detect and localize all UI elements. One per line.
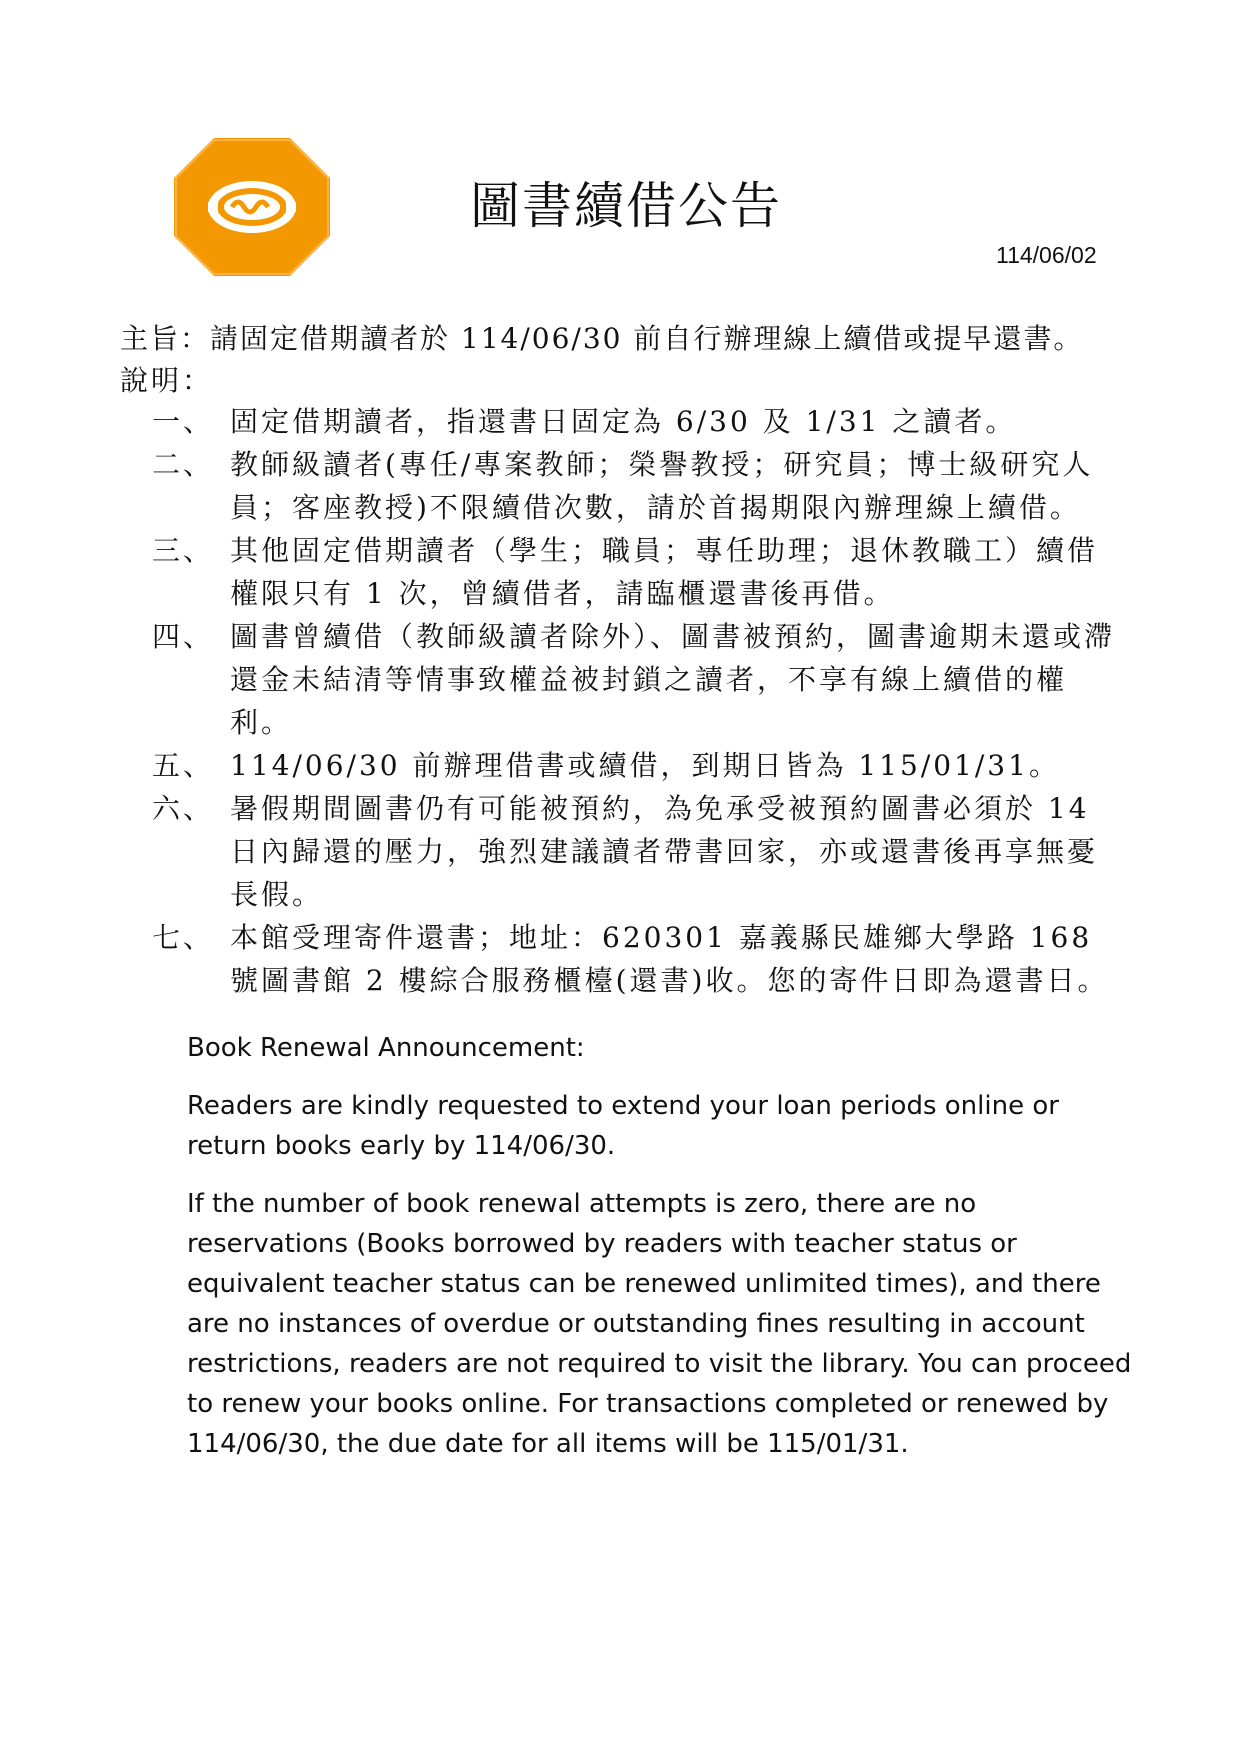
english-section — [187, 1028, 1137, 1482]
item-number: 四、 — [152, 620, 215, 653]
item-text: 固定借期讀者，指還書日固定為 6/30 及 1/31 之讀者。 — [230, 405, 1017, 438]
item-number: 二、 — [152, 448, 215, 481]
explanation-list — [152, 400, 1128, 1002]
item-text: 114/06/30 前辦理借書或續借，到期日皆為 115/01/31。 — [230, 749, 1060, 782]
announcement-date: 114/06/02 — [996, 242, 1097, 268]
item-text: 教師級讀者(專任/專案教師；榮譽教授；研究員；博士級研究人員；客座教授)不限續借次數，請於首揭期限內辦理線上續借。 — [230, 448, 1094, 524]
item-number: 六、 — [152, 792, 215, 825]
list-item — [152, 787, 1128, 916]
description-label: 說明： — [120, 364, 214, 397]
english-paragraph-1: Readers are kindly requested to extend your loan periods online or return books early by 114/06/30. — [187, 1091, 1059, 1161]
list-item — [152, 529, 1128, 615]
english-heading: Book Renewal Announcement: — [187, 1033, 585, 1063]
list-item — [152, 916, 1128, 1002]
item-text: 其他固定借期讀者（學生；職員；專任助理；退休教職工）續借權限只有 1 次，曾續借者，請臨櫃還書後再借。 — [230, 534, 1099, 610]
library-logo — [174, 138, 330, 276]
item-number: 五、 — [152, 749, 215, 782]
english-paragraph-2: If the number of book renewal attempts is zero, there are no reservations (Books borrowed by readers with teacher status or equivalent teacher status can be renewed unlimited times), and there are no instances of overdue or outstanding fines resulting in account restrictions, readers are not required to visit the library. You can proceed to renew your books online. For transactions completed or renewed by 114/06/30, the due date for all items will be 115/01/31. — [187, 1189, 1132, 1459]
item-text: 暑假期間圖書仍有可能被預約，為免承受被預約圖書必須於 14 日內歸還的壓力，強烈建議讀者帶書回家，亦或還書後再享無憂長假。 — [230, 792, 1099, 911]
list-item — [152, 615, 1128, 744]
item-number: 七、 — [152, 921, 215, 954]
item-text: 圖書曾續借（教師級讀者除外）、圖書被預約，圖書逾期未還或滯還金未結清等情事致權益被封鎖之讀者，不享有線上續借的權利。 — [230, 620, 1116, 739]
item-number: 一、 — [152, 405, 215, 438]
page-title: 圖書續借公告 — [470, 177, 782, 235]
list-item — [152, 400, 1128, 443]
subject-line: 主旨：請固定借期讀者於 114/06/30 前自行辦理線上續借或提早還書。 — [120, 322, 1084, 355]
item-text: 本館受理寄件還書；地址：620301 嘉義縣民雄鄉大學路 168 號圖書館 2 樓綜合服務櫃檯(還書)收。您的寄件日即為還書日。 — [230, 921, 1109, 997]
item-number: 三、 — [152, 534, 215, 567]
list-item — [152, 744, 1128, 787]
list-item — [152, 443, 1128, 529]
